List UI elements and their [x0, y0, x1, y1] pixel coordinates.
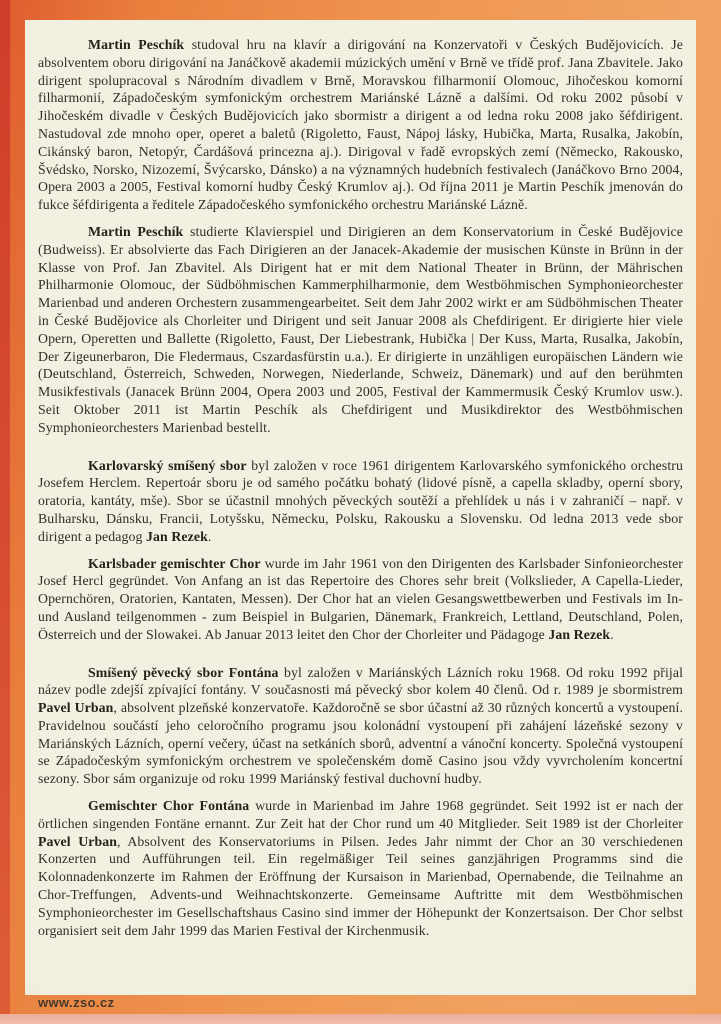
paragraph-fontana-de: Gemischter Chor Fontána wurde in Marienbad im Jahre 1968 gegründet. Seit 1992 ist er nach der örtlichen singenden Fontäne ernannt. Zur Zeit hat der Chor rund um 40 Mitglieder. Seit 1989 ist der Chorleiter Pavel Urban, Absolvent des Konservatoriums in Pilsen. Jedes Jahr nimmt der Chor an 30 verschiedenen Konzerten und Aufführungen teil. Ein regelmäßiger Teil seines ganzjährigen Programms sind die Kolonnadenkonzerte im Rahmen der Eröffnung der Kursaison in Marienbad, Opernabende, die Teilnahme an Chor-Treffungen, Advents-und Weihnachtskonzerte. Gemeinsame Auftritte mit dem Westböhmischen Symphonieorchester im Gesellschaftshaus Casino sind immer der Höhepunkt der Konzertsaison. Der Chor selbst organisiert seit dem Jahr 1999 das Marien Festival der Kirchenmusik. [38, 798, 683, 938]
footer-website-url: www.zso.cz [38, 995, 115, 1010]
document-page-panel [25, 20, 696, 995]
bold-name: Smíšený pěvecký sbor Fontána [88, 664, 279, 680]
paragraph-karlsbader-chor-de: Karlsbader gemischter Chor wurde im Jahr 1961 von den Dirigenten des Karlsbader Sinfonieorchester Josef Hercl gegründet. Von Anfang an ist das Repertoire des Chores sehr breit (Volkslieder, A Capella-Lieder, Opernchören, Oratorien, Kantaten, Messen). Der Chor hat an vielen Gesangswettbewerben und Festivals im In-und Ausland teilgenommen - zum Beispiel in Bulgarien, Dänemark, Frankreich, Lettland, Deutschland, Polen, Österreich und der Slowakei. Ab Januar 2013 leitet den Chor der Chorleiter und Pädagoge Jan Rezek. [38, 555, 683, 642]
bold-name: Karlovarský smíšený sbor [88, 457, 247, 473]
bold-name: Pavel Urban [38, 833, 118, 849]
document-body [38, 36, 683, 939]
bold-name: Jan Rezek [548, 626, 611, 642]
paragraph-peschik-de: Martin Peschík studierte Klavierspiel und Dirigieren an dem Konservatorium in České Budějovice (Budweiss). Er absolvierte das Fach Dirigieren an der Janacek-Akademie der musischen Künste in Brünn in der Klasse von Prof. Jan Zbavitel. Als Dirigent hat er mit dem National Theater in Brünn, der Mährischen Philharmonie Olomouc, der Südböhmischen Kammerphilharmonie, dem Westböhmischen Symphonieorchester Marienbad und anderen Orchestern zusammengearbeitet. Seit dem Jahr 2002 wirkt er am Südböhmischen Theater in České Budějovice als Chorleiter und Dirigent und seit Januar 2008 als Chefdirigent. Er dirigierte hier viele Opern, Operetten und Ballette (Rigoletto, Faust, Der Liebestrank, Hubička | Der Kuss, Marta, Rusalka, Jakobín, Der Zigeunerbaron, Die Fledermaus, Cszardasfürstin u.a.). Er dirigierte in unzähligen europäischen Ländern wie (Deutschland, Österreich, Schweden, Norwegen, Niederlande, Schweiz, Dänemark) und auf den berühmten Musikfestivals (Janacek Brünn 2004, Opera 2003 und 2005, Festival der Kammermusik Český Krumlov usw.). Seit Oktober 2011 ist Martin Peschík als Chefdirigent und Musikdirektor des Westböhmischen Symphonieorchesters Marienbad bestellt. [38, 223, 684, 435]
paragraph-peschik-cz: Martin Peschík studoval hru na klavír a dirigování na Konzervatoři v Českých Budějovicích. Je absolventem oboru dirigování na Janáčkově akademii múzických umění v Brně ve třídě prof. Jana Zbavitele. Jako dirigent spolupracoval s Národním divadlem v Brně, Moravskou filharmonií Olomouc, Jihočeskou komorní filharmonií, Západočeským symfonickým orchestrem Mariánské Lázně a dalšími. Od roku 2002 působí v Jihočeském divadle v Českých Budějovicích jako sbormistr a dirigent a od ledna roku 2008 jako šéfdirigent. Nastudoval zde mnoho oper, operet a baletů (Rigoletto, Faust, Nápoj lásky, Hubička, Marta, Rusalka, Jakobín, Cikánský baron, Netopýr, Čardášová princezna aj.). Dirigoval v řadě evropských zemí (Německo, Rakousko, Švédsko, Norsko, Nizozemí, Švýcarsko, Dánsko) a na významných hudebních festivalech (Janáčkovo Brno 2004, Opera 2003 a 2005, Festival komorní hudby Český Krumlov aj.). Od října 2011 je Martin Peschík jmenován do fukce šéfdirigenta a ředitele Západočeského symfonického orchestru Mariánské Lázně. [38, 37, 683, 213]
bold-name: Gemischter Chor Fontána [88, 798, 250, 814]
bold-name: Karlsbader gemischter Chor [88, 555, 261, 571]
scan-bottom-pink-edge [0, 1014, 721, 1024]
paragraph-karlovarsky-sbor-cz: Karlovarský smíšený sbor byl založen v roce 1961 dirigentem Karlovarského symfonického orchestru Josefem Herclem. Repertoár sboru je od samého počátku bohatý (lidové písně, a capella skladby, operní sbory, oratoria, kantáty, mše). Sbor se účastnil mnohých pěveckých soutěží a přehlídek u nás i v zahraničí – např. v Bulharsku, Dánsku, Francii, Lotyšsku, Německu, Polsku, Rakousku a Slovensku. Od ledna 2013 vede sbor dirigent a pedagog Jan Rezek. [38, 457, 683, 544]
bold-name: Martin Peschík [88, 223, 184, 239]
bold-name: Pavel Urban [38, 700, 114, 716]
paragraph-fontana-cz: Smíšený pěvecký sbor Fontána byl založen v Mariánských Lázních roku 1968. Od roku 1992 přijal název podle zdejší zpívající fontány. V současnosti má pěvecký sbor kolem 40 členů. Od r. 1989 je sbormistrem Pavel Urban, absolvent plzeňské konzervatoře. Každoročně se sbor účastní až 30 různých koncertů a vystoupení. Pravidelnou součástí jeho celoročního programu jsou kolonádní vystoupení při zahájení lázeňské sezony v Mariánských Lázních, operní večery, účast na setkáních sborů, adventní a vánoční koncerty. Společná vystoupení se Západočeským symfonickým orchestrem ve společenském domě Casino jsou vždy vyvrcholením koncertní sezony. Sbor sám organizuje od roku 1999 Mariánský festival duchovní hudby. [38, 664, 683, 787]
bold-name: Jan Rezek [146, 528, 208, 544]
scan-left-red-edge [0, 0, 10, 1014]
bold-name: Martin Peschík [88, 37, 185, 52]
